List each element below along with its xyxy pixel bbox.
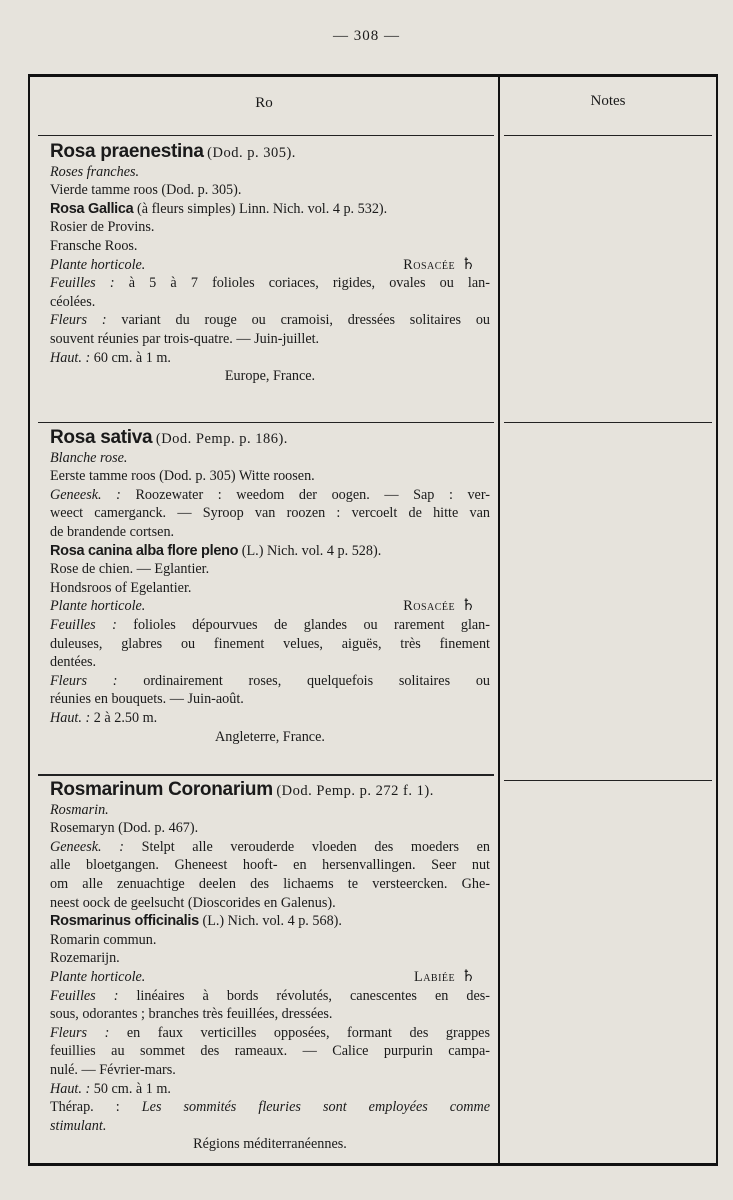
synonym-name: Rosa Gallica <box>50 200 134 217</box>
medicinal-text-end: neest oock de geelsucht (Dioscorides en Galenus). <box>50 894 336 911</box>
entry-rule-2 <box>38 774 494 776</box>
entry-rosa-praenestina <box>50 143 490 386</box>
height-label: Haut. : <box>50 709 91 726</box>
family-label: Labiée ♄ <box>414 967 476 985</box>
flowers-text-cont: feuillies au sommet des rameaux. — Calice purpurin campa- <box>50 1043 490 1060</box>
entry-title-ref: (Dod. Pemp. p. 272 f. 1). <box>276 783 434 799</box>
french-name: Romarin commun. <box>50 931 157 948</box>
plant-type: Plante horticole. <box>50 968 146 985</box>
leaves-text: à 5 à 7 folioles coriaces, rigides, ovales ou lan- <box>128 275 490 292</box>
notes-rule-2 <box>504 780 712 781</box>
flowers-text-end: nulé. — Février-mars. <box>50 1061 176 1078</box>
flowers-text: en faux verticilles opposées, formant des grappes <box>126 1024 490 1041</box>
flowers-text-cont: réunies en bouquets. — Juin-août. <box>50 691 244 708</box>
leaves-text-cont: duleuses, glabres ou finement velues, aiguës, très finement <box>50 635 490 652</box>
french-name: Rosier de Provins. <box>50 219 155 236</box>
leaves-label: Feuilles : <box>50 616 117 633</box>
height-label: Haut. : <box>50 1080 91 1097</box>
entry-rosa-sativa <box>50 429 490 746</box>
synonym-name: Rosa canina alba flore pleno <box>50 542 239 559</box>
distribution: Régions méditerranéennes. <box>193 1136 347 1153</box>
plant-type: Plante horticole. <box>50 598 146 615</box>
herbal-table <box>28 74 718 1166</box>
dutch-name-2: Rozemarijn. <box>50 950 120 967</box>
flowers-text: ordinairement roses, quelquefois solitaires ou <box>143 672 491 689</box>
medicinal-text: Roozewater : weedom der oogen. — Sap : ver- <box>135 486 490 503</box>
common-name: Rosmarin. <box>50 801 109 818</box>
shrub-symbol-icon: ♄ <box>461 597 476 615</box>
common-name: Blanche rose. <box>50 449 128 466</box>
medicinal-text-cont: weect camerganck. — Syroop van roozen : vercoelt de hitte van <box>50 505 490 522</box>
shrub-symbol-icon: ♄ <box>461 255 476 273</box>
column-header-main: Ro <box>255 95 273 111</box>
flowers-text: variant du rouge ou cramoisi, dressées solitaires ou <box>121 312 491 329</box>
family-label: Rosacée ♄ <box>403 597 476 615</box>
entry-title-ref: (Dod. p. 305). <box>207 145 296 161</box>
common-name: Roses franches. <box>50 163 140 180</box>
leaves-text-end: dentées. <box>50 654 97 671</box>
entry-title-ref: (Dod. Pemp. p. 186). <box>155 431 288 447</box>
height-value: 60 cm. à 1 m. <box>93 349 171 366</box>
header-rule-notes <box>504 135 712 136</box>
header-rule-main <box>38 135 494 136</box>
column-header-notes: Notes <box>590 93 626 109</box>
leaves-text: linéaires à bords révolutés, canescentes en des- <box>136 987 491 1004</box>
leaves-text: folioles dépourvues de glandes ou rarement glan- <box>133 616 490 633</box>
entry-title: Rosmarinum Coronarium <box>50 779 273 800</box>
entry-title: Rosa praenestina <box>50 141 204 162</box>
dutch-name: Eerste tamme roos (Dod. p. 305) Witte roosen. <box>50 468 315 485</box>
medicinal-label: Geneesk. : <box>50 838 124 855</box>
therapy-text: Les sommités fleuries sont employées comme <box>141 1099 490 1116</box>
distribution: Europe, France. <box>224 368 316 385</box>
page-number: — 308 — <box>333 28 400 44</box>
therapy-label: Thérap. : <box>50 1099 120 1116</box>
shrub-symbol-icon: ♄ <box>461 967 476 985</box>
medicinal-text: Stelpt alle verouderde vloeden des moeders en <box>141 838 490 855</box>
entry-rule-1 <box>38 422 494 423</box>
medicinal-label: Geneesk. : <box>50 486 121 503</box>
synonym-ref: (L.) Nich. vol. 4 p. 568). <box>202 913 342 930</box>
column-divider <box>498 77 500 1163</box>
leaves-label: Feuilles : <box>50 275 115 292</box>
leaves-text-cont: sous, odorantes ; branches très feuillées, dressées. <box>50 1006 333 1023</box>
medicinal-text-end: de brandende cortsen. <box>50 523 175 540</box>
dutch-name-2: Hondsroos of Egelantier. <box>50 579 192 596</box>
height-value: 50 cm. à 1 m. <box>93 1080 171 1097</box>
entry-title: Rosa sativa <box>50 427 153 448</box>
flowers-text-cont: souvent réunies par trois-quatre. — Juin-juillet. <box>50 330 320 347</box>
leaves-label: Feuilles : <box>50 987 119 1004</box>
family-label: Rosacée ♄ <box>403 255 476 273</box>
notes-rule-1 <box>504 422 712 423</box>
plant-type: Plante horticole. <box>50 256 146 273</box>
therapy-text-cont: stimulant. <box>50 1117 107 1134</box>
dutch-name: Vierde tamme roos (Dod. p. 305). <box>50 182 242 199</box>
dutch-name: Rosemaryn (Dod. p. 467). <box>50 820 199 837</box>
flowers-label: Fleurs : <box>50 312 107 329</box>
height-value: 2 à 2.50 m. <box>93 709 158 726</box>
flowers-label: Fleurs : <box>50 672 118 689</box>
leaves-text-cont: céolées. <box>50 293 96 310</box>
distribution: Angleterre, France. <box>215 728 325 745</box>
medicinal-text-cont-2: om alle zenuachtige deelen des lichaems te versteercken. Ghe- <box>50 875 490 892</box>
french-name: Rose de chien. — Eglantier. <box>50 561 210 578</box>
synonym-ref: (à fleurs simples) Linn. Nich. vol. 4 p. 532). <box>137 200 388 217</box>
height-label: Haut. : <box>50 349 91 366</box>
flowers-label: Fleurs : <box>50 1024 110 1041</box>
medicinal-text-cont: alle bloetgangen. Gheneest hooft- en hersenvallingen. Seer nut <box>50 857 490 874</box>
dutch-name-2: Fransche Roos. <box>50 237 138 254</box>
synonym-ref: (L.) Nich. vol. 4 p. 528). <box>241 542 382 559</box>
synonym-name: Rosmarinus officinalis <box>50 913 199 930</box>
entry-rosmarinum-coronarium <box>50 781 490 1154</box>
